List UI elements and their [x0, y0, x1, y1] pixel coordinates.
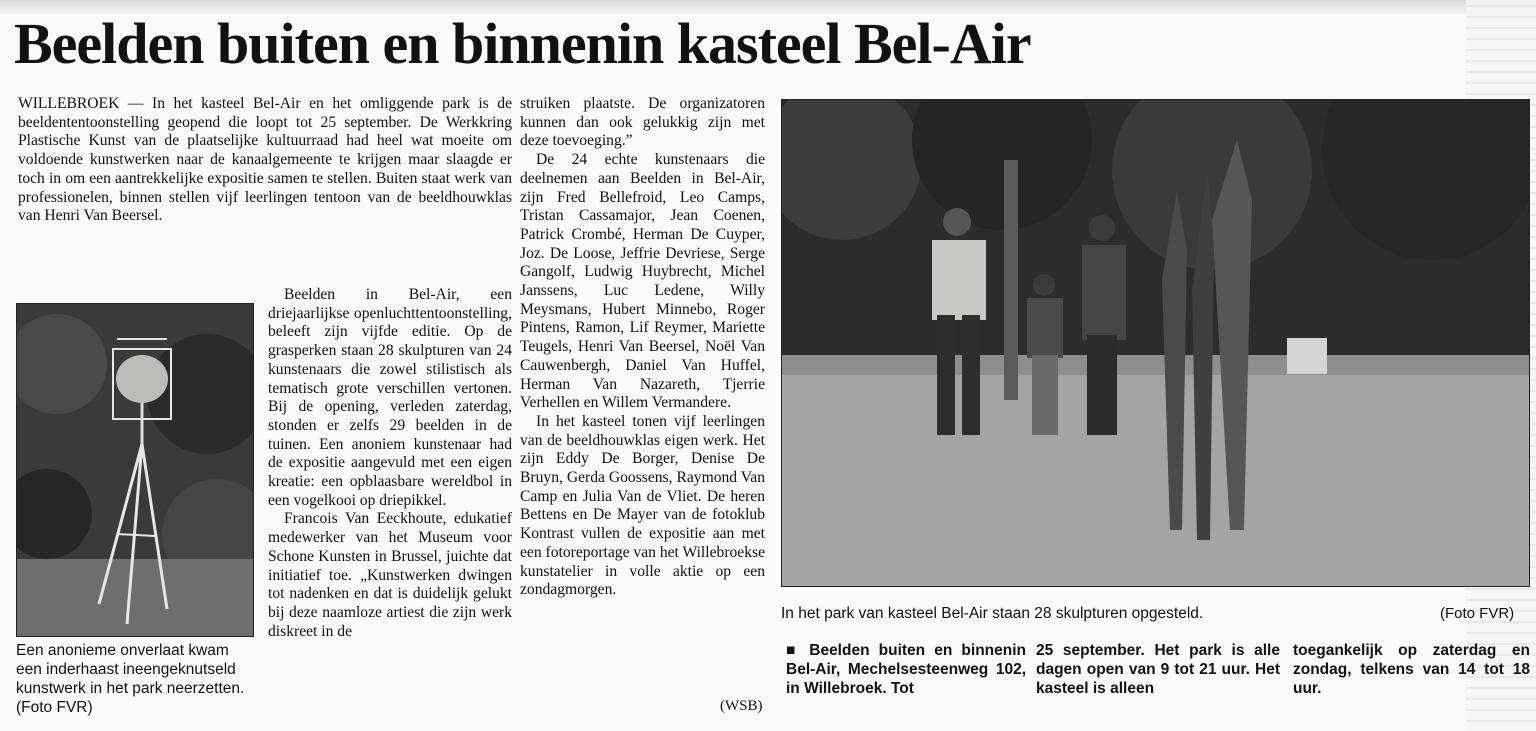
headline: Beelden buiten en binnenin kasteel Bel-Air: [14, 11, 1031, 76]
paragraph: In het kasteel tonen vijf leerlingen van de beeldhouwklas eigen werk. Het zijn Eddy De Borger, Denise De Bruyn, Gerda Goossens, Raymond Van Camp en Julia Van de Vliet. De heren Bettens en De Mayer van de fotoklub Kontrast vullen de expositie aan met een fotoreportage van het Willebroekse kunstatelier in volle aktie op een zondagmorgen.: [520, 412, 766, 599]
photo-park-caption: In het park van kasteel Bel-Air staan 28 skulpturen opgesteld.: [781, 605, 1204, 622]
info-box-part-3: toegankelijk op zaterdag en zondag, telkens van 14 tot 18 uur.: [1293, 642, 1530, 697]
photo-globe-caption: Een anonieme onverlaat kwam een inderhaast ineengeknutseld kunstwerk in het park neerzetten. (Foto FVR): [16, 642, 245, 716]
lead-paragraph: [18, 95, 512, 226]
article-column-2: [268, 286, 512, 641]
info-box-part-1: ■ Beelden buiten en binnenin Bel-Air, Mechelsesteenweg 102, in Willebroek. Tot: [786, 642, 1026, 697]
info-box-part-2: 25 september. Het park is alle dagen open van 9 tot 21 uur. Het kasteel is alleen: [1036, 642, 1280, 697]
photo-globe-sculpture: [16, 303, 254, 637]
paragraph: De 24 echte kunstenaars die deelnemen aan Beelden in Bel-Air, zijn Fred Bellefroid, Leo Camps, Tristan Cassamajor, Jean Coenen, Patrick Crombé, Herman De Cuyper, Joz. De Loose, Jeffrie Devriese, Serge Gangolf, Ludwig Huybrecht, Michel Janssens, Luc Ledene, Willy Meysmans, Hubert Minnebo, Roger Pintens, Ramon, Lif Reymer, Mariette Teugels, Henri Van Beersel, Noël Van Cauwenbergh, Daniel Van Huffel, Herman Van Nazareth, Tjerrie Verhellen en Willem Vermandere.: [520, 151, 765, 412]
lead-text: WILLEBROEK — In het kasteel Bel-Air en het omliggende park is de beeldententoonstelling geopend die loopt tot 25 september. De Werkkring Plastische Kunst van de plaatselijke kultuurraad had heel wat moeite om voldoende kunstwerken naar de kanaalgemeente te krijgen maar slaagde er toch in om een aantrekkelijke expositie samen te stellen. Buiten staat werk van professionelen, binnen stellen vijf leerlingen tentoon van de beeldhouwklas van Henri Van Beersel.: [18, 95, 512, 225]
photo-park-credit: (Foto FVR): [1440, 605, 1515, 622]
paragraph: struiken plaatste. De organizatoren kunnen dan ook gelukkig zijn met deze toevoeging.”: [520, 95, 765, 150]
paragraph: Francois Van Eeckhoute, edukatief medewerker van het Museum voor Schone Kunsten in Brussel, juichte dat initiatief toe. „Kunstwerken dwingen tot nadenken en dat is duidelijk gelukt bij deze naamloze artiest die zijn werk diskreet in de: [268, 510, 512, 640]
byline: (WSB): [720, 698, 763, 714]
article-column-3: [520, 95, 765, 600]
paragraph: Beelden in Bel-Air, een driejaarlijkse openluchttentoonstelling, beleeft zijn vijfde editie. Op de grasperken staan 28 skulpturen van 24 kunstenaars die zowel stilistisch als tematisch grote verschillen vertonen. Bij de opening, verleden zaterdag, stonden er zelfs 29 beelden in de tuinen. Een anoniem kunstenaar had de expositie aangevuld met een eigen kreatie: een opblaasbare wereldbol in een vogelkooi op driepikkel.: [268, 286, 512, 509]
photo-park-sculptures: [781, 99, 1530, 587]
